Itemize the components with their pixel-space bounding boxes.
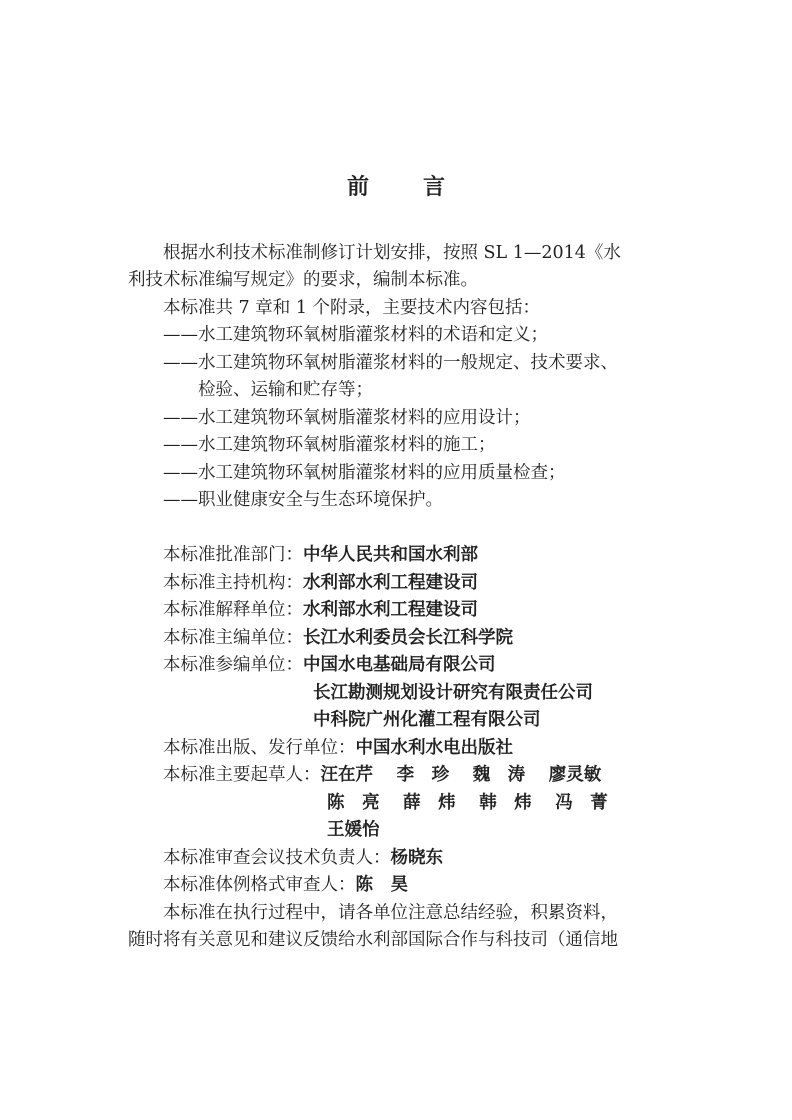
publisher-row <box>163 736 513 760</box>
drafters-label: 本标准主要起草人： <box>163 765 321 785</box>
content-item: ——水工建筑物环氧树脂灌浆材料的应用质量检查； <box>163 463 566 483</box>
interpret-value: 水利部水利工程建设司 <box>303 600 478 620</box>
review-label: 本标准审查会议技术负责人： <box>163 848 391 868</box>
host-value: 水利部水利工程建设司 <box>303 573 478 593</box>
content-item-continuation: 检验、运输和贮存等； <box>198 380 373 400</box>
review-row <box>163 846 443 870</box>
closing-line-1: 本标准在执行过程中，请各单位注意总结经验，积累资料， <box>163 903 618 923</box>
content-item: ——水工建筑物环氧树脂灌浆材料的一般规定、技术要求、 <box>163 353 618 373</box>
participant-value: 长江勘测规划设计研究有限责任公司 <box>313 683 593 703</box>
review-value: 杨晓东 <box>390 848 443 868</box>
drafter-name: 陈 亮 <box>327 793 380 813</box>
drafters-row <box>163 763 601 787</box>
contents-intro: 本标准共 7 章和 1 个附录，主要技术内容包括： <box>163 298 541 318</box>
participant-row <box>163 653 496 677</box>
page-title <box>0 170 792 201</box>
drafters-names <box>321 765 602 785</box>
content-item: ——水工建筑物环氧树脂灌浆材料的施工； <box>163 435 496 455</box>
intro-line-2: 利技术标准编写规定》的要求，编制本标准。 <box>128 270 478 290</box>
content-item: ——职业健康安全与生态环境保护。 <box>163 490 443 510</box>
closing-line-2: 随时将有关意见和建议反馈给水利部国际合作与科技司（通信地 <box>128 930 618 950</box>
content-item: ——水工建筑物环氧树脂灌浆材料的术语和定义； <box>163 325 548 345</box>
approval-value: 中华人民共和国水利部 <box>303 545 478 565</box>
drafter-name: 李 珍 <box>396 765 450 785</box>
title-char-1: 前 <box>346 175 369 200</box>
editor-label: 本标准主编单位： <box>163 628 303 648</box>
drafter-name: 汪在芹 <box>320 765 373 785</box>
publisher-value: 中国水利水电出版社 <box>355 738 513 758</box>
drafter-name: 薛 炜 <box>403 793 456 813</box>
drafter-name: 韩 炜 <box>479 793 532 813</box>
interpret-label: 本标准解释单位： <box>163 600 303 620</box>
drafter-name: 冯 菁 <box>555 793 608 813</box>
participant-label: 本标准参编单位： <box>163 655 303 675</box>
approval-row <box>163 543 478 567</box>
editor-value: 长江水利委员会长江科学院 <box>303 628 513 648</box>
editor-row <box>163 626 513 650</box>
drafter-name: 王媛怡 <box>327 820 380 840</box>
participant-value: 中国水电基础局有限公司 <box>303 655 496 675</box>
host-label: 本标准主持机构： <box>163 573 303 593</box>
host-row <box>163 571 478 595</box>
approval-label: 本标准批准部门： <box>163 545 303 565</box>
drafter-name: 魏 涛 <box>472 765 526 785</box>
drafters-row-2 <box>327 791 608 815</box>
format-row <box>163 873 408 897</box>
format-label: 本标准体例格式审查人： <box>163 875 356 895</box>
drafters-row-3 <box>327 818 380 842</box>
intro-line-1: 根据水利技术标准制修订计划安排，按照 SL 1—2014《水 <box>163 243 621 263</box>
participant-value: 中科院广州化灌工程有限公司 <box>313 710 541 730</box>
format-value: 陈 昊 <box>355 875 408 895</box>
interpret-row <box>163 598 478 622</box>
publisher-label: 本标准出版、发行单位： <box>163 738 356 758</box>
title-char-2: 言 <box>423 175 446 200</box>
content-item: ——水工建筑物环氧树脂灌浆材料的应用设计； <box>163 408 531 428</box>
drafter-name: 廖灵敏 <box>548 765 602 785</box>
